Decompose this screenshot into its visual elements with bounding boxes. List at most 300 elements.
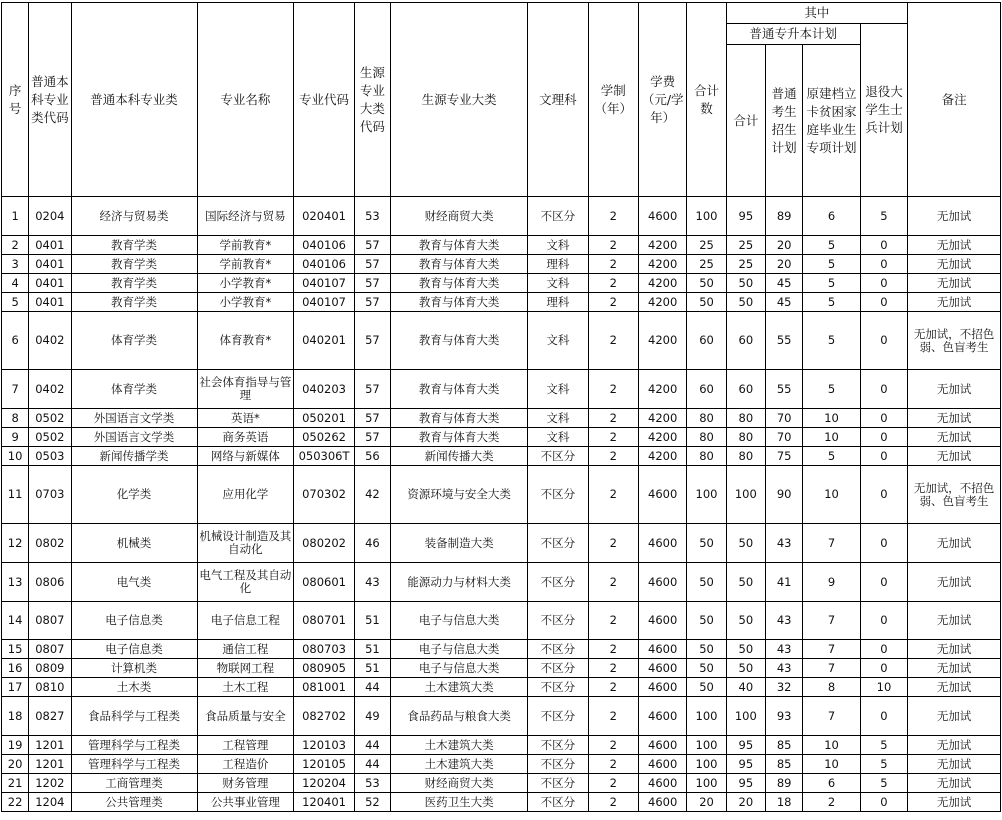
table-cell: 8 [803,678,860,697]
table-row [2,197,1001,236]
table-cell: 10 [2,447,29,466]
table-cell: 100 [687,197,726,236]
table-cell: 40 [726,678,765,697]
table-cell: 电气工程及其自动化 [197,563,294,602]
table-cell: 50 [726,659,765,678]
table-cell: 4600 [639,793,687,812]
table-cell: 2 [588,602,638,640]
table-cell: 文科 [528,428,588,447]
table-cell: 20 [687,793,726,812]
table-cell: 32 [766,678,803,697]
table-cell: 2 [588,236,638,255]
table-cell: 18 [766,793,803,812]
table-cell: 教育与体育大类 [391,236,528,255]
table-cell: 0401 [29,236,71,255]
table-cell: 50 [687,602,726,640]
table-row [2,255,1001,274]
table-cell: 56 [354,447,390,466]
table-cell: 100 [687,697,726,736]
table-cell: 教育与体育大类 [391,370,528,409]
table-cell: 4200 [639,447,687,466]
table-cell: 21 [2,774,29,793]
header-years: 学制（年） [588,3,638,197]
table-cell: 教育学类 [71,274,197,293]
table-cell: 040106 [294,236,354,255]
table-cell: 2 [588,312,638,370]
table-cell: 2 [588,793,638,812]
table-cell: 2 [588,255,638,274]
table-cell: 040107 [294,274,354,293]
table-cell: 80 [687,447,726,466]
table-cell: 无加试 [908,793,1001,812]
table-cell: 50 [687,293,726,312]
table-cell: 57 [354,312,390,370]
table-cell: 无加试 [908,640,1001,659]
table-cell: 0 [860,428,907,447]
table-cell: 57 [354,370,390,409]
table-cell: 4200 [639,312,687,370]
table-cell: 13 [2,563,29,602]
table-cell: 57 [354,274,390,293]
table-cell: 新闻传播大类 [391,447,528,466]
table-cell: 7 [803,659,860,678]
table-cell: 51 [354,602,390,640]
table-cell: 理科 [528,255,588,274]
table-cell: 教育与体育大类 [391,293,528,312]
table-cell: 0 [860,293,907,312]
table-cell: 082702 [294,697,354,736]
table-cell: 理科 [528,293,588,312]
table-cell: 52 [354,793,390,812]
table-cell: 学前教育* [197,255,294,274]
table-cell: 2 [588,774,638,793]
table-cell: 50 [726,640,765,659]
table-cell: 外国语言文学类 [71,409,197,428]
table-cell: 应用化学 [197,466,294,524]
table-cell: 081001 [294,678,354,697]
table-cell: 7 [803,697,860,736]
table-cell: 95 [726,774,765,793]
table-cell: 2 [588,197,638,236]
table-cell: 100 [726,697,765,736]
table-cell: 020401 [294,197,354,236]
table-cell: 55 [766,312,803,370]
table-cell: 90 [766,466,803,524]
table-cell: 60 [687,370,726,409]
table-cell: 95 [726,197,765,236]
table-cell: 95 [726,736,765,755]
table-cell: 4200 [639,370,687,409]
table-cell: 4600 [639,563,687,602]
table-cell: 15 [2,640,29,659]
table-cell: 不区分 [528,197,588,236]
table-cell: 0 [860,466,907,524]
table-cell: 4600 [639,678,687,697]
table-cell: 6 [2,312,29,370]
table-cell: 食品科学与工程类 [71,697,197,736]
table-cell: 国际经济与贸易 [197,197,294,236]
table-cell: 0 [860,793,907,812]
table-header [2,3,1001,197]
table-cell: 1201 [29,736,71,755]
table-cell: 不区分 [528,602,588,640]
table-cell: 0401 [29,274,71,293]
table-row [2,466,1001,524]
table-cell: 不区分 [528,774,588,793]
table-cell: 小学教育* [197,274,294,293]
table-cell: 5 [803,293,860,312]
table-cell: 小学教育* [197,293,294,312]
table-cell: 0806 [29,563,71,602]
header-plan-total: 合计 [726,45,765,197]
enrollment-plan-table [1,2,1001,812]
table-cell: 10 [803,409,860,428]
table-cell: 无加试 [908,274,1001,293]
table-cell: 无加试 [908,774,1001,793]
table-cell: 医药卫生大类 [391,793,528,812]
header-remark: 备注 [908,3,1001,197]
table-row [2,793,1001,812]
table-cell: 80 [726,447,765,466]
table-cell: 080703 [294,640,354,659]
table-cell: 53 [354,197,390,236]
table-cell: 50 [726,274,765,293]
table-cell: 不区分 [528,524,588,563]
table-cell: 2 [588,678,638,697]
table-cell: 教育与体育大类 [391,274,528,293]
table-cell: 50 [726,563,765,602]
table-cell: 57 [354,293,390,312]
table-cell: 0401 [29,293,71,312]
table-cell: 财经商贸大类 [391,197,528,236]
table-cell: 7 [2,370,29,409]
table-row [2,274,1001,293]
table-row [2,755,1001,774]
table-cell: 4600 [639,659,687,678]
table-row [2,312,1001,370]
table-cell: 85 [766,755,803,774]
header-major: 专业名称 [197,3,294,197]
table-cell: 外国语言文学类 [71,428,197,447]
table-cell: 体育教育* [197,312,294,370]
header-code: 普通本科专业类代码 [29,3,71,197]
table-cell: 不区分 [528,697,588,736]
header-wenli: 文理科 [528,3,588,197]
table-cell: 93 [766,697,803,736]
table-cell: 5 [2,293,29,312]
table-row [2,774,1001,793]
table-cell: 0 [860,236,907,255]
table-cell: 25 [726,255,765,274]
table-cell: 0827 [29,697,71,736]
table-cell: 计算机类 [71,659,197,678]
table-cell: 0 [860,697,907,736]
table-row [2,447,1001,466]
table-cell: 50 [687,659,726,678]
table-cell: 电子信息类 [71,602,197,640]
table-cell: 10 [803,736,860,755]
table-cell: 5 [860,736,907,755]
table-cell: 无加试 [908,697,1001,736]
table-cell: 教育学类 [71,255,197,274]
table-cell: 教育与体育大类 [391,312,528,370]
table-cell: 0 [860,255,907,274]
table-cell: 0802 [29,524,71,563]
table-cell: 土木建筑大类 [391,678,528,697]
table-cell: 9 [2,428,29,447]
table-cell: 45 [766,274,803,293]
table-cell: 4200 [639,409,687,428]
table-cell: 0 [860,659,907,678]
table-cell: 网络与新媒体 [197,447,294,466]
table-cell: 100 [687,755,726,774]
table-cell: 4600 [639,524,687,563]
table-cell: 6 [803,197,860,236]
table-cell: 化学类 [71,466,197,524]
table-cell: 社会体育指导与管理 [197,370,294,409]
table-cell: 25 [687,255,726,274]
header-src-code: 生源专业大类代码 [354,3,390,197]
table-cell: 20 [2,755,29,774]
table-row [2,736,1001,755]
table-row [2,602,1001,640]
table-cell: 80 [687,428,726,447]
table-cell: 1202 [29,774,71,793]
table-row [2,563,1001,602]
table-cell: 不区分 [528,447,588,466]
table-cell: 46 [354,524,390,563]
table-cell: 4600 [639,197,687,236]
table-cell: 1204 [29,793,71,812]
table-cell: 0402 [29,370,71,409]
table-cell: 12 [2,524,29,563]
table-cell: 2 [588,736,638,755]
table-cell: 17 [2,678,29,697]
table-cell: 无加试 [908,524,1001,563]
table-cell: 5 [803,274,860,293]
table-cell: 公共管理类 [71,793,197,812]
table-cell: 装备制造大类 [391,524,528,563]
table-cell: 85 [766,736,803,755]
table-cell: 4600 [639,602,687,640]
header-fee: 学费（元/学年） [639,3,687,197]
table-cell: 教育学类 [71,293,197,312]
table-cell: 财务管理 [197,774,294,793]
table-cell: 25 [726,236,765,255]
header-plan-general: 普通考生招生计划 [766,45,803,197]
table-cell: 44 [354,755,390,774]
table-cell: 体育学类 [71,370,197,409]
table-cell: 2 [588,563,638,602]
table-cell: 土木工程 [197,678,294,697]
table-cell: 文科 [528,409,588,428]
table-cell: 电子与信息大类 [391,659,528,678]
table-cell: 0809 [29,659,71,678]
table-cell: 44 [354,678,390,697]
table-cell: 不区分 [528,466,588,524]
table-cell: 100 [687,466,726,524]
table-cell: 70 [766,409,803,428]
table-cell: 5 [803,447,860,466]
table-cell: 120401 [294,793,354,812]
table-cell: 文科 [528,312,588,370]
table-cell: 电气类 [71,563,197,602]
table-cell: 5 [803,255,860,274]
table-cell: 040107 [294,293,354,312]
table-cell: 食品药品与粮食大类 [391,697,528,736]
table-row [2,697,1001,736]
table-cell: 51 [354,659,390,678]
table-cell: 公共事业管理 [197,793,294,812]
table-cell: 75 [766,447,803,466]
table-cell: 25 [687,236,726,255]
table-cell: 120103 [294,736,354,755]
table-cell: 电子信息工程 [197,602,294,640]
table-cell: 无加试 [908,197,1001,236]
table-cell: 0502 [29,428,71,447]
table-row [2,524,1001,563]
table-cell: 41 [766,563,803,602]
table-cell: 4600 [639,466,687,524]
table-cell: 53 [354,774,390,793]
table-cell: 080202 [294,524,354,563]
table-cell: 1 [2,197,29,236]
table-cell: 43 [766,524,803,563]
table-cell: 42 [354,466,390,524]
table-cell: 20 [766,236,803,255]
table-cell: 新闻传播学类 [71,447,197,466]
table-cell: 土木建筑大类 [391,755,528,774]
table-cell: 2 [588,409,638,428]
table-cell: 120105 [294,755,354,774]
table-cell: 4200 [639,236,687,255]
table-cell: 22 [2,793,29,812]
table-cell: 89 [766,774,803,793]
table-cell: 不区分 [528,563,588,602]
table-cell: 无加试 [908,236,1001,255]
table-cell: 0 [860,563,907,602]
table-cell: 无加试 [908,428,1001,447]
table-body [2,197,1001,812]
table-cell: 57 [354,255,390,274]
table-cell: 50 [726,293,765,312]
table-cell: 60 [726,370,765,409]
table-cell: 10 [803,428,860,447]
table-cell: 能源动力与材料大类 [391,563,528,602]
header-qizhong: 其中 [726,3,907,24]
table-cell: 7 [803,602,860,640]
table-cell: 0 [860,447,907,466]
table-cell: 5 [860,774,907,793]
table-cell: 不区分 [528,678,588,697]
table-cell: 0807 [29,640,71,659]
table-cell: 55 [766,370,803,409]
table-cell: 文科 [528,274,588,293]
table-cell: 0402 [29,312,71,370]
table-cell: 体育学类 [71,312,197,370]
table-cell: 文科 [528,370,588,409]
header-total: 合计数 [687,3,726,197]
table-cell: 0204 [29,197,71,236]
table-cell: 无加试 [908,409,1001,428]
table-cell: 机械类 [71,524,197,563]
table-cell: 89 [766,197,803,236]
table-cell: 物联网工程 [197,659,294,678]
table-cell: 5 [803,236,860,255]
table-cell: 土木类 [71,678,197,697]
table-cell: 60 [687,312,726,370]
table-cell: 1201 [29,755,71,774]
table-cell: 50 [726,524,765,563]
table-cell: 4200 [639,274,687,293]
table-cell: 2 [588,428,638,447]
table-cell: 无加试 [908,447,1001,466]
table-cell: 2 [588,293,638,312]
table-cell: 工商管理类 [71,774,197,793]
table-cell: 19 [2,736,29,755]
table-cell: 管理科学与工程类 [71,736,197,755]
table-cell: 51 [354,640,390,659]
table-cell: 2 [588,640,638,659]
table-cell: 无加试 [908,602,1001,640]
table-cell: 16 [2,659,29,678]
table-cell: 2 [588,370,638,409]
table-cell: 70 [766,428,803,447]
table-cell: 2 [588,697,638,736]
table-cell: 57 [354,428,390,447]
table-cell: 0 [860,312,907,370]
table-cell: 5 [860,755,907,774]
table-cell: 工程管理 [197,736,294,755]
table-cell: 4600 [639,697,687,736]
table-cell: 无加试 [908,755,1001,774]
header-src-category: 生源专业大类 [391,3,528,197]
table-cell: 教育与体育大类 [391,428,528,447]
table-cell: 不区分 [528,659,588,678]
table-cell: 教育学类 [71,236,197,255]
table-cell: 4200 [639,428,687,447]
table-cell: 18 [2,697,29,736]
table-cell: 工程造价 [197,755,294,774]
table-cell: 57 [354,409,390,428]
table-cell: 文科 [528,236,588,255]
table-cell: 2 [588,659,638,678]
table-cell: 财经商贸大类 [391,774,528,793]
table-cell: 无加试 [908,736,1001,755]
table-cell: 6 [803,774,860,793]
table-cell: 9 [803,563,860,602]
table-cell: 100 [687,774,726,793]
table-cell: 5 [860,197,907,236]
table-cell: 无加试 [908,370,1001,409]
table-cell: 50 [687,678,726,697]
table-row [2,640,1001,659]
table-cell: 0502 [29,409,71,428]
table-cell: 080601 [294,563,354,602]
table-cell: 10 [860,678,907,697]
table-cell: 45 [766,293,803,312]
table-cell: 10 [803,755,860,774]
table-cell: 43 [766,640,803,659]
table-cell: 43 [354,563,390,602]
table-cell: 不区分 [528,793,588,812]
table-cell: 070302 [294,466,354,524]
header-seq: 序号 [2,3,29,197]
table-cell: 4600 [639,736,687,755]
table-cell: 资源环境与安全大类 [391,466,528,524]
table-cell: 2 [2,236,29,255]
table-cell: 不区分 [528,736,588,755]
